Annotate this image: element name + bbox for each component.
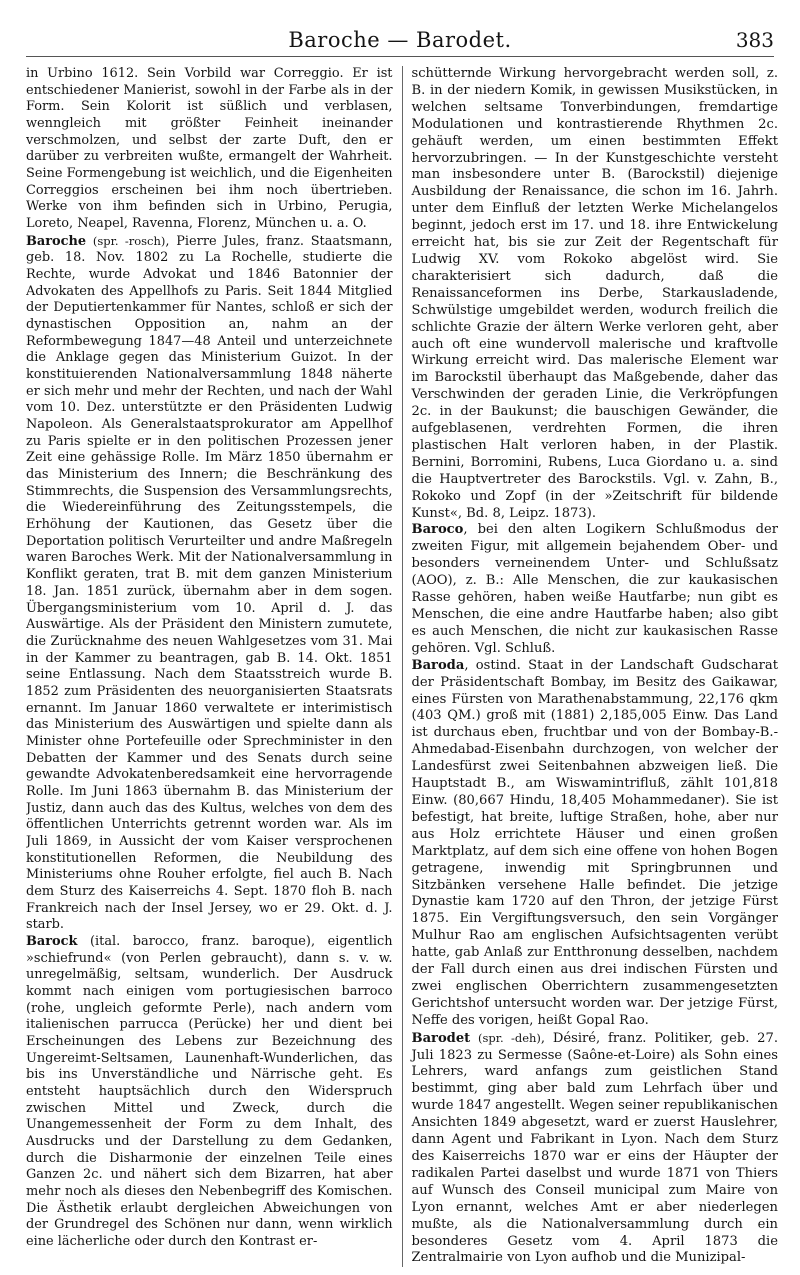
right-column	[402, 66, 779, 1267]
entry-body: , Désiré, franz. Politiker, geb. 27. Juli 1823 zu Sermesse (Saône-et-Loire) als Sohn eines Lehrers, ward anfangs zum geistlichen Stand bestimmt, ging aber bald zum Lehrfach über und wurde 1847 angestellt. Wegen seiner republikanischen Ansichten 1849 abgesetzt, ward er zuerst Hauslehrer, dann Agent und Fabrikant in Lyon. Nach dem Sturz des Kaiserreichs 1870 war er eins der Häupter der radikalen Partei daselbst und wurde 1871 von Thiers auf Wunsch des Conseil municipal zum Maire von Lyon ernannt, welches Amt er aber niederlegen mußte, als die Nationalversammlung durch ein besonderes Gesetz vom 4. April 1873 die Zentralmairie von Lyon aufhob und die Munizipal-	[411, 1030, 778, 1266]
entry-barock	[26, 934, 393, 1251]
entry-headword: Baroco	[411, 522, 464, 538]
entry-body: , bei den alten Logikern Schlußmodus der zweiten Figur, mit allgemein bejahendem Ober- und besonders verneinendem Unter- und Schlußsatz (AOO), z. B.: Alle Menschen, die zur kaukasischen Rasse gehören, haben weiße Hautfarbe; nun gibt es Menschen, die eine andre Hautfarbe haben; also gibt es auch Menschen, die nicht zur kaukasischen Rasse gehören. Vgl. Schluß.	[411, 522, 778, 656]
page-number: 383	[735, 28, 774, 52]
entry-body: in Urbino 1612. Sein Vorbild war Correggio. Er ist entschiedener Manierist, sowohl in der Farbe als in der Form. Sein Kolorit ist süßlich und verblasen, wenngleich mit größter Feinheit ineinander verschmolzen, und selbst der zarte Duft, den er darüber zu verbreiten wußte, ermangelt der Wahrheit. Seine Formengebung ist weichlich, und die Eigenheiten Correggios erscheinen bei ihm noch übertrieben. Werke von ihm befinden sich in Urbino, Perugia, Loreto, Neapel, Ravenna, Florenz, München u. a. O.	[26, 66, 393, 232]
entry-pronunciation: (spr. -deh)	[478, 1030, 541, 1045]
entry-continuation	[26, 66, 393, 233]
running-title: Baroche — Barodet.	[288, 28, 512, 52]
entry-baroche	[26, 233, 393, 934]
text-columns	[26, 66, 778, 1267]
entry-headword: Barodet	[411, 1030, 471, 1046]
entry-body: , Pierre Jules, franz. Staatsmann, geb. 18. Nov. 1802 zu La Rochelle, studierte die Rechte, wurde Advokat und 1846 Batonnier der Advokaten des Appellhofs zu Paris. Seit 1844 Mitglied der Deputiertenkammer für Nantes, schloß er sich der dynastischen Opposition an, nahm an der Reformbewegung 1847—48 Anteil und unterzeichnete die Anklage gegen das Ministerium Guizot. In der konstituierenden Nationalversammlung 1848 näherte er sich mehr und mehr der Rechten, und nach der Wahl vom 10. Dez. unterstützte er den Präsidenten Ludwig Napoleon. Als Generalstaatsprokurator am Appellhof zu Paris spielte er in den politischen Prozessen jener Zeit eine gehässige Rolle. Im März 1850 übernahm er das Ministerium des Innern; die Beschränkung des Stimmrechts, die Suspension des Versammlungsrechts, die Wiedereinführung des Zeitungsstempels, die Erhöhung der Kautionen, das Gesetz über die Deportation politisch Verurteilter und andre Maßregeln waren Baroches Werk. Mit der Nationalversammlung in Konflikt geraten, trat B. mit dem ganzen Ministerium 18. Jan. 1851 zurück, übernahm aber in dem sogen. Übergangsministerium vom 10. April d. J. das Auswärtige. Als der Präsident den Ministern zumutete, die Zurücknahme des neuen Wahlgesetzes vom 31. Mai in der Kammer zu beantragen, gab B. 14. Okt. 1851 seine Entlassung. Nach dem Staatsstreich wurde B. 1852 zum Präsidenten des neuorganisierten Staatsrats ernannt. Im Januar 1860 verwaltete er interimistisch das Ministerium des Auswärtigen und spielte dann als Minister ohne Portefeuille oder Sprechminister in den Debatten der Kammer und des Senats durch seine gewandte Advokatenberedsamkeit eine hervorragende Rolle. Im Juni 1863 übernahm B. das Ministerium der Justiz, dann auch das des Kultus, welches von dem des öffentlichen Unterrichts getrennt worden war. Als im Juli 1869, in Aussicht der vom Kaiser versprochenen konstitutionellen Reformen, die Neubildung des Ministeriums ohne Rouher erfolgte, fiel auch B. Nach dem Sturz des Kaiserreichs 4. Sept. 1870 floh B. nach Frankreich nach der Insel Jersey, wo er 29. Okt. d. J. starb.	[26, 233, 393, 933]
entry-baroco	[412, 522, 779, 657]
entry-headword: Baroche	[26, 233, 87, 249]
entry-headword: Baroda	[411, 657, 465, 673]
entry-body: schütternde Wirkung hervorgebracht werden soll, z. B. in der niedern Komik, in gewissen Musikstücken, in welchen seltsame Tonverbindungen, fremdartige Modulationen und kontrastierende Rhythmen 2c. gehäuft werden, um einen bestimmten Effekt hervorzubringen. — In der Kunstgeschichte versteht man insbesondere unter B. (Barockstil) diejenige Ausbildung der Renaissance, die schon im 16. Jahrh. unter dem Einfluß der letzten Werke Michelangelos beginnt, jedoch erst im 17. und 18. ihre Entwickelung erreicht hat, bis sie zur Zeit der Regentschaft für Ludwig XV. vom Rokoko abgelöst wird. Sie charakterisiert sich dadurch, daß die Renaissanceformen ins Derbe, Starkausladende, Schwülstige umgebildet werden, wodurch freilich die schlichte Grazie der ältern Werke verloren geht, aber auch oft eine wundervoll malerische und kraftvolle Wirkung erreicht wird. Das malerische Element war im Barockstil überhaupt das Maßgebende, daher das Verschwinden der geraden Linie, die Verkröpfungen 2c. in der Baukunst; die bauschigen Gewänder, die aufgeblasenen, verdrehten Formen, die ihren plastischen Halt verloren haben, in der Plastik. Bernini, Borromini, Rubens, Luca Giordano u. a. sind die Hauptvertreter des Barockstils. Vgl. v. Zahn, B., Rokoko und Zopf (in der »Zeitschrift für bildende Kunst«, Bd. 8, Leipz. 1873).	[411, 66, 778, 521]
entry-body: , ostind. Staat in der Landschaft Gudscharat der Präsidentschaft Bombay, im Besitz des Gaikawar, eines Fürsten von Marathenabstammung, 22,176 qkm (403 QM.) groß mit (1881) 2,185,005 Einw. Das Land ist durchaus eben, fruchtbar und von der Bombay-B.-Ahmedabad-Eisenbahn durchzogen, von welcher der Landesfürst zwei Seitenbahnen abzweigen ließ. Die Hauptstadt B., am Wiswamintrifluß, zählt 101,818 Einw. (80,667 Hindu, 18,405 Mohammedaner). Sie ist befestigt, hat breite, luftige Straßen, hohe, aber nur aus Holz errichtete Häuser und einen großen Marktplatz, auf dem sich eine offene von hohen Bogen getragene, inwendig mit Springbrunnen und Sitzbänken versehene Halle befindet. Die jetzige Dynastie kam 1720 auf den Thron, der jetzige Fürst 1875. Ein Vergiftungsversuch, den sein Vorgänger Mulhur Rao am englischen Aufsichtsagenten verübt hatte, gab Anlaß zur Entthronung desselben, nachdem der Fall durch einen aus drei indischen Fürsten und zwei englischen Oberrichtern zusammengesetzten Gerichtshof untersucht worden war. Der jetzige Fürst, Neffe des vorigen, heißt Gopal Rao.	[411, 657, 778, 1028]
page-header	[26, 22, 774, 57]
entry-barodet	[412, 1030, 779, 1267]
entry-body: (ital. barocco, franz. baroque), eigentlich »schiefrund« (von Perlen gebraucht), dann s. v. w. unregelmäßig, seltsam, wunderlich. Der Ausdruck kommt nach einigen vom portugiesischen barroco (rohe, ungleich geformte Perle), nach andern vom italienischen parrucca (Perücke) her und dient bei Erscheinungen des Lebens zur Bezeichnung des Ungereimt-Seltsamen, Launenhaft-Wunderlichen, das bis ins Unverständliche und Närrische geht. Es entsteht hauptsächlich durch den Widerspruch zwischen Mittel und Zweck, durch die Unangemessenheit der Form zu dem Inhalt, des Ausdrucks und der Darstellung zu dem Gedanken, durch die Disharmonie der einzelnen Teile eines Ganzen 2c. und nähert sich dem Bizarren, hat aber mehr noch als dieses den Nebenbegriff des Komischen. Die Ästhetik erlaubt dergleichen Abweichungen von der Grundregel des Schönen nur dann, wenn wirklich eine lächerliche oder durch den Kontrast er-	[26, 933, 393, 1250]
entry-continuation	[412, 66, 779, 522]
entry-headword: Barock	[26, 933, 78, 949]
entry-baroda	[412, 658, 779, 1030]
entry-pronunciation: (spr. -rosch)	[92, 233, 166, 248]
left-column	[26, 66, 402, 1267]
